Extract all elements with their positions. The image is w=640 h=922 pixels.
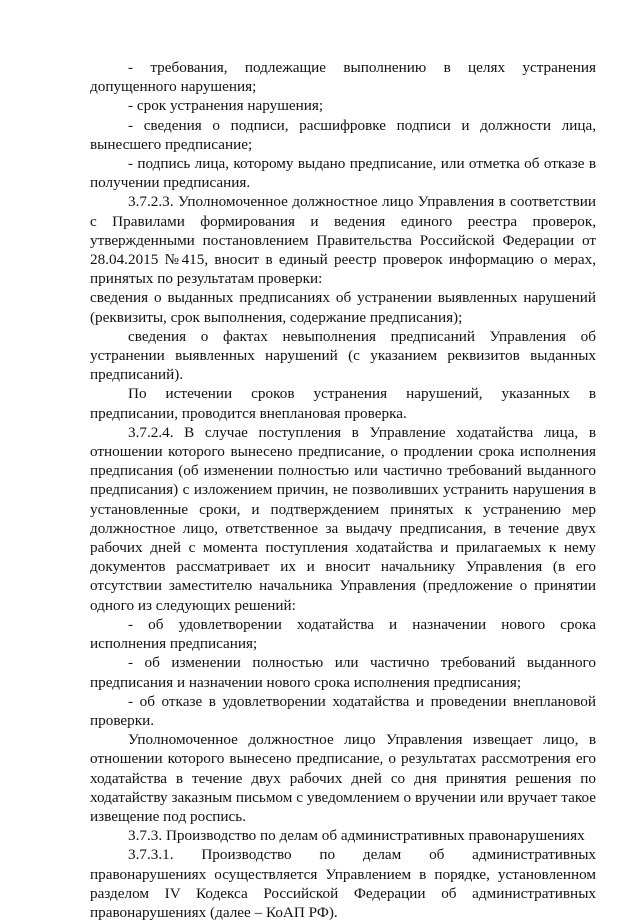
signer-info-item-paragraph: - сведения о подписи, расшифровке подписи и должности лица, вынесшего предписание; — [90, 116, 596, 153]
recipient-signature-item-paragraph: - подпись лица, которому выдано предписание, или отметка об отказе в получении предписания. — [90, 155, 596, 192]
decision-refuse-item-paragraph: - об отказе в удовлетворении ходатайства и проведении внеплановой проверки. — [90, 692, 596, 729]
document-page — [90, 58, 596, 922]
section-3-7-2-3-paragraph: 3.7.2.3. Уполномоченное должностное лицо Управления в соответствии с Правилами формирования и ведения единого реестра проверок, утвержденными постановлением Правительства Российской Федерации от 28.04.2015 №415, вносит в единый реестр проверок информацию о мерах, принятых по результатам проверки: — [90, 193, 596, 288]
decision-grant-item-paragraph: - об удовлетворении ходатайства и назначении нового срока исполнения предписания; — [90, 615, 596, 653]
requirement-item-paragraph: - требования, подлежащие выполнению в целях устранения допущенного нарушения; — [90, 59, 596, 96]
deadline-item-paragraph: - срок устранения нарушения; — [128, 97, 324, 115]
section-3-7-3-1-paragraph: 3.7.3.1. Производство по делам об административных правонарушениях осуществляется Управлением в порядке, установленном разделом IV Кодекса Российской Федерации об административных правонарушениях (далее – КоАП РФ). — [90, 846, 596, 921]
notification-paragraph: Уполномоченное должностное лицо Управления извещает лицо, в отношении которого вынесено предписание, о результатах рассмотрения его ходатайства в течение двух рабочих дней со дня принятия решения по ходатайству заказным письмом с уведомлением о вручении или вручает такое извещение под роспись. — [90, 731, 596, 825]
non-compliance-info-paragraph: сведения о фактах невыполнения предписаний Управления об устранении выявленных нарушений (с указанием реквизитов выданных предписаний). — [90, 327, 596, 384]
unscheduled-inspection-paragraph: По истечении сроков устранения нарушений, указанных в предписании, проводится внеплановая проверка. — [90, 385, 596, 422]
decision-change-item-paragraph: - об изменении полностью или частично требований выданного предписания и назначении нового срока исполнения предписания; — [90, 654, 596, 691]
section-3-7-2-4-paragraph: 3.7.2.4. В случае поступления в Управление ходатайства лица, в отношении которого вынесено предписание, о продлении срока исполнения предписания (об изменении полностью или частично требований выданного предписания) с изложением причин, не позволивших устранить нарушения в установленные сроки, и подтверждением принятых к устранению мер должностное лицо, ответственное за выдачу предписания, в течение двух рабочих дней с момента поступления ходатайства и прилагаемых к нему документов рассматривает их и вносит начальнику Управления (в его отсутствии заместителю начальника Управления (предложение о принятии одного из следующих решений: — [90, 423, 596, 614]
issued-orders-info-paragraph: сведения о выданных предписаниях об устранении выявленных нарушений (реквизиты, срок выполнения, содержание предписания); — [90, 289, 596, 326]
section-3-7-3-heading: 3.7.3. Производство по делам об административных правонарушениях — [128, 827, 585, 845]
